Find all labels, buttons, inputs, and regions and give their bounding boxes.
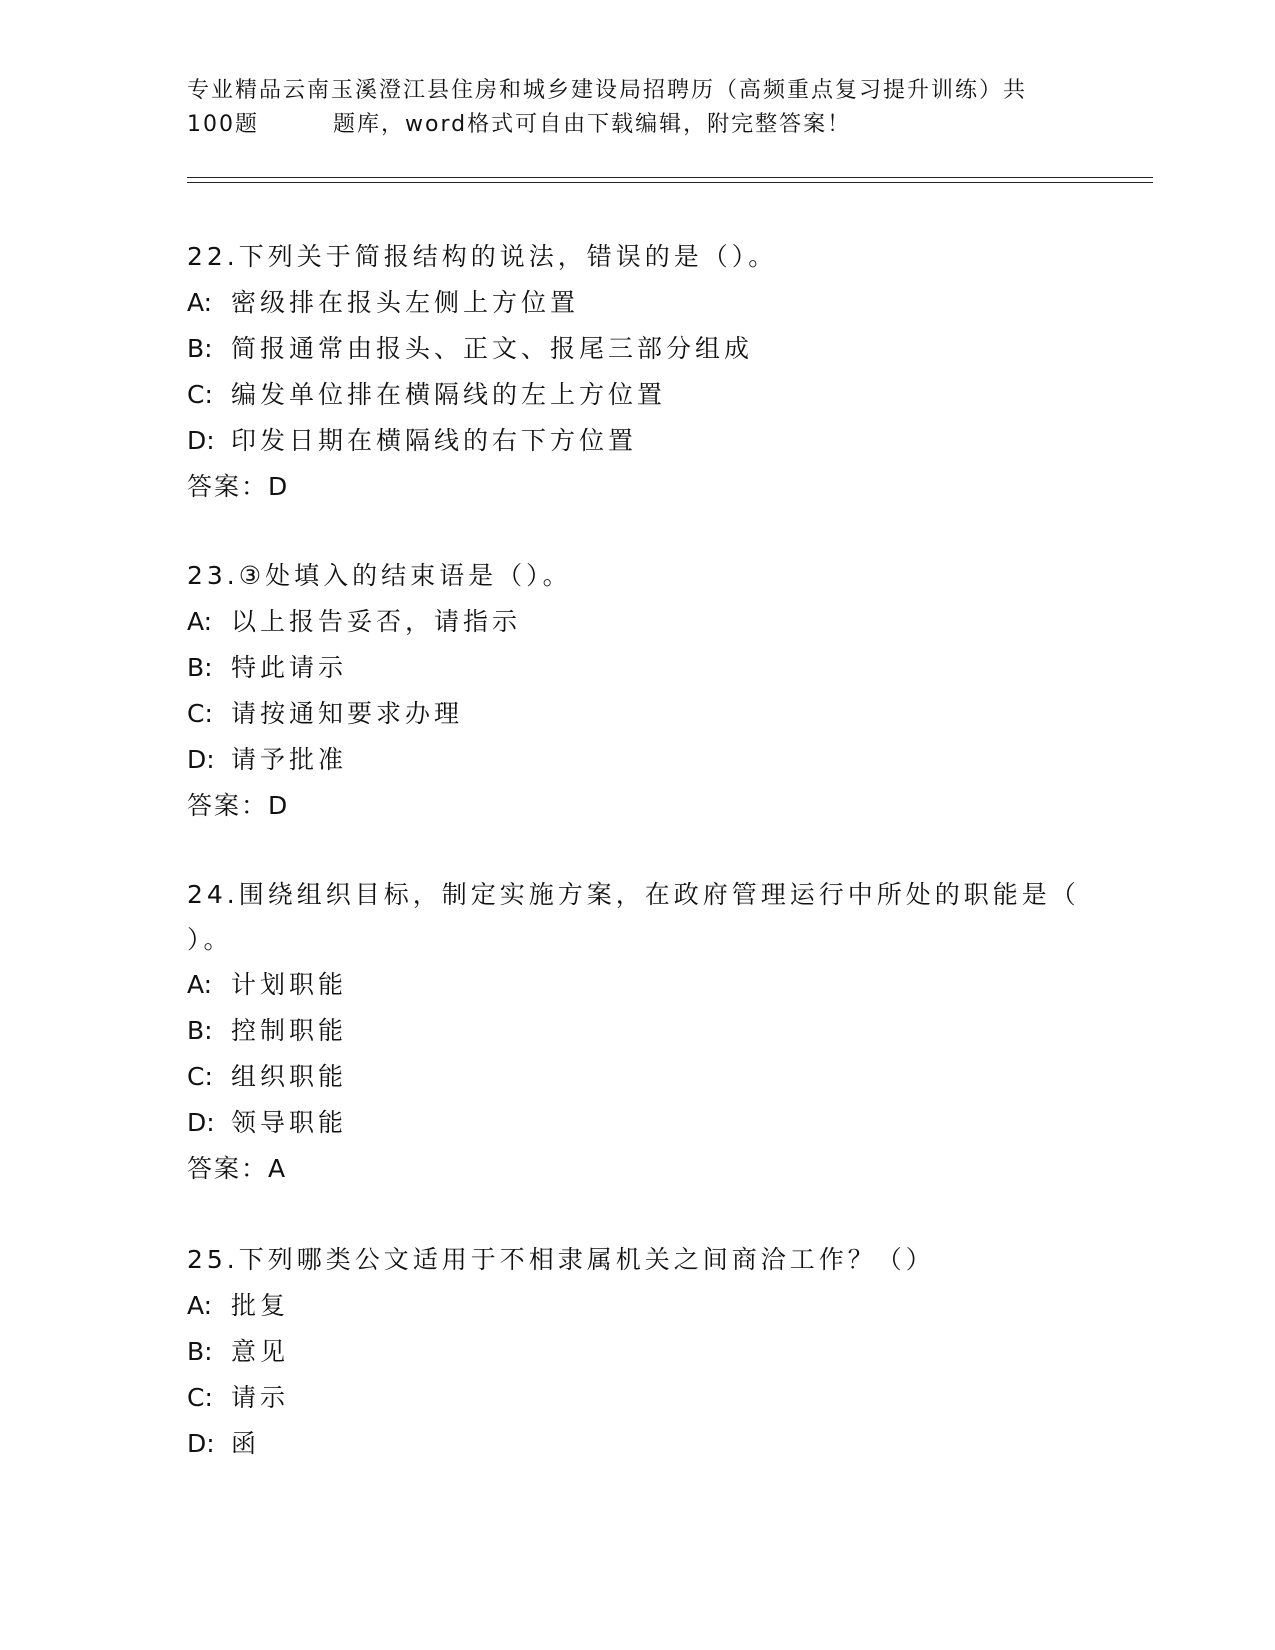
option-text: 以上报告妥否，请指示 <box>231 607 522 636</box>
question-stem-line1: 24.围绕组织目标，制定实施方案，在政府管理运行中所处的职能是（ <box>187 880 1080 909</box>
option-letter: A: <box>187 970 213 999</box>
option-d <box>187 418 1087 464</box>
option-letter: C: <box>187 380 213 409</box>
option-text: 请按通知要求办理 <box>231 699 464 728</box>
option-d <box>187 1100 1087 1146</box>
option-b <box>187 326 1087 372</box>
option-letter: D: <box>187 1108 215 1137</box>
option-b <box>187 1329 1087 1375</box>
header-title-line1: 专业精品云南玉溪澄江县住房和城乡建设局招聘历（高频重点复习提升训练）共 <box>187 78 1028 103</box>
option-text: 批复 <box>231 1291 290 1320</box>
option-text: 意见 <box>231 1337 290 1366</box>
option-letter: A: <box>187 288 213 317</box>
option-b <box>187 1008 1087 1054</box>
option-c <box>187 691 1087 737</box>
option-a <box>187 962 1087 1008</box>
option-text: 编发单位排在横隔线的左上方位置 <box>231 380 667 409</box>
option-a <box>187 280 1087 326</box>
option-letter: D: <box>187 745 215 774</box>
question-25 <box>187 1237 1087 1467</box>
question-23 <box>187 553 1087 829</box>
option-letter: D: <box>187 426 215 455</box>
question-stem-line2: ）。 <box>187 925 233 954</box>
option-text: 控制职能 <box>231 1016 348 1045</box>
option-text: 特此请示 <box>231 653 348 682</box>
option-a <box>187 1283 1087 1329</box>
option-text: 密级排在报头左侧上方位置 <box>231 288 580 317</box>
option-letter: B: <box>187 1016 213 1045</box>
option-c <box>187 1054 1087 1100</box>
option-text: 简报通常由报头、正文、报尾三部分组成 <box>231 334 754 363</box>
option-text: 函 <box>231 1429 261 1458</box>
option-text: 计划职能 <box>231 970 348 999</box>
option-c <box>187 372 1087 418</box>
option-letter: C: <box>187 1383 213 1412</box>
header-divider-top <box>187 177 1153 178</box>
option-d <box>187 737 1087 783</box>
question-22 <box>187 234 1087 510</box>
option-a <box>187 599 1087 645</box>
option-text: 组织职能 <box>231 1062 348 1091</box>
option-c <box>187 1375 1087 1421</box>
option-letter: B: <box>187 334 213 363</box>
answer-line: 答案：D <box>187 472 290 501</box>
option-letter: A: <box>187 607 213 636</box>
question-stem: 25.下列哪类公文适用于不相隶属机关之间商洽工作？（） <box>187 1245 935 1274</box>
header-description: 题库，word格式可自由下载编辑，附完整答案！ <box>333 112 852 137</box>
answer-line: 答案：A <box>187 1154 288 1183</box>
question-24 <box>187 872 1087 1192</box>
question-stem: 23.③处填入的结束语是（）。 <box>187 561 572 590</box>
option-letter: B: <box>187 1337 213 1366</box>
option-letter: A: <box>187 1291 213 1320</box>
question-stem: 22.下列关于简报结构的说法，错误的是（）。 <box>187 242 778 271</box>
header-title-line2 <box>187 108 1087 142</box>
option-d <box>187 1421 1087 1467</box>
option-letter: D: <box>187 1429 215 1458</box>
answer-line: 答案：D <box>187 791 290 820</box>
option-letter: B: <box>187 653 213 682</box>
option-letter: C: <box>187 699 213 728</box>
option-letter: C: <box>187 1062 213 1091</box>
header-divider-bottom <box>187 182 1153 183</box>
option-text: 印发日期在横隔线的右下方位置 <box>231 426 638 455</box>
option-text: 请予批准 <box>231 745 348 774</box>
header-count: 100题 <box>187 112 259 137</box>
option-text: 领导职能 <box>231 1108 348 1137</box>
document-header <box>187 74 1087 142</box>
option-b <box>187 645 1087 691</box>
option-text: 请示 <box>231 1383 290 1412</box>
